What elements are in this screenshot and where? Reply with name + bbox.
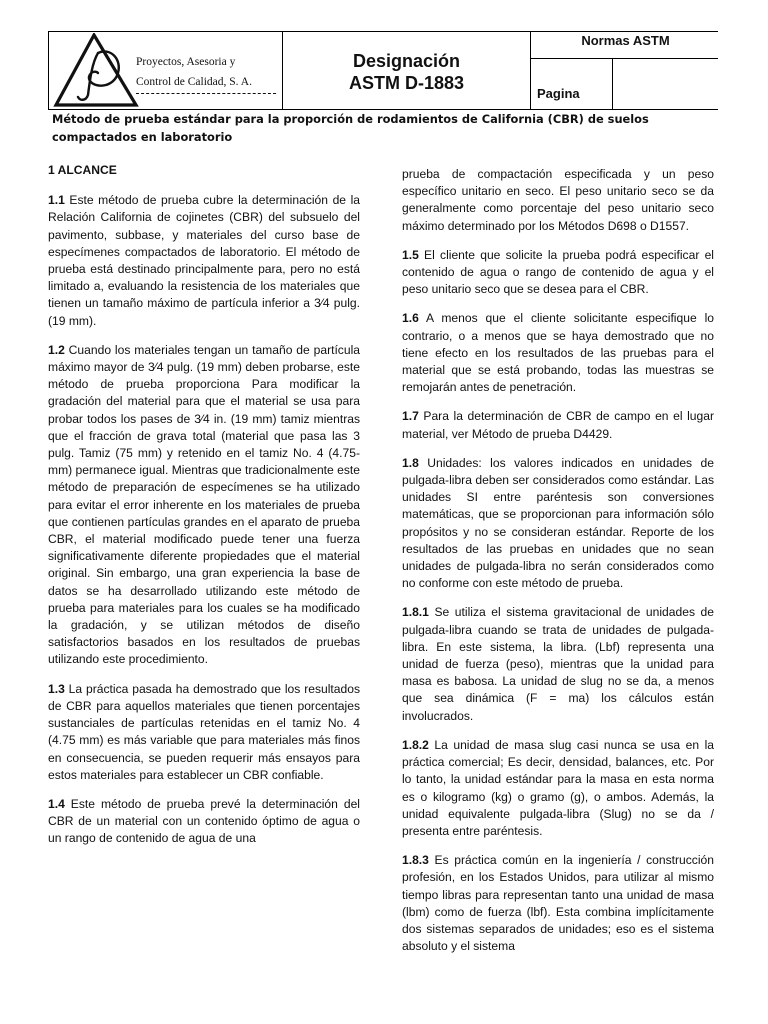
section-heading: 1 ALCANCE <box>48 163 117 177</box>
paragraph-number: 1.6 <box>402 311 419 326</box>
document-title: Método de prueba estándar para la proporción de rodamientos de California (CBR) de suelos compactados en laboratorio <box>52 112 649 144</box>
paragraph <box>402 408 714 442</box>
paragraph-text: prueba de compactación especificada y un peso específico unitario en seco. El peso unitario seco se da generalmente como porcentaje del peso unitario seco máximo determinado por los Métodos D698 o D1557. <box>402 167 714 233</box>
paragraph-text: La unidad de masa slug casi nunca se usa en la práctica comercial; Es decir, densidad, balances, etc. Por lo tanto, la unidad estándar para la masa en esta norma es o kilogramo (kg) o gramo (g), o ambos. Además, la unidad equivalente pulgada-libra (Slug) no se da / presenta entre paréntesis. <box>402 737 714 838</box>
paragraph-number: 1.8.1 <box>402 605 429 620</box>
paragraph <box>48 681 360 784</box>
paragraph-text: Este método de prueba cubre la determinación de la Relación California de cojinetes (CBR) del subsuelo del pavimento, subbase, y materiales del curso base de especímenes compactados de laboratorio. El método de prueba está destinado principalmente para, pero no está limitado a, evaluando la resistencia de los materiales que tienen un tamaño máximo de partícula inferior a 3⁄4 pulg. (19 mm). <box>48 193 360 328</box>
paragraph <box>402 737 714 840</box>
left-column <box>48 162 360 860</box>
paragraph-text: Este método de prueba prevé la determinación del CBR de un material con un contenido óptimo de agua o un rango de contenido de agua de una <box>48 796 360 846</box>
paragraph-text: Cuando los materiales tengan un tamaño de partícula máximo mayor de 3⁄4 pulg. (19 mm) deben probarse, este método de prueba proporciona Para modificar la gradación del material para que el material se usa para probar todos los pases de 3⁄4 in. (19 mm) tamiz mientras que el fracción de grava total (material que pasa las 3 pulg. Tamiz (75 mm) y retenido en el tamiz No. 4 (4.75-mm) permanece igual. Mientras que tradicionalmente este método de preparación de especímenes se ha utilizado para evitar el error inherente en los materiales de prueba que contienen partículas grandes en el aparato de prueba CBR, el material modificado puede tener una fuerza significativamente diferente propiedades que el material original. Sin embargo, una gran experiencia la base de datos se ha desarrollado utilizando este método de prueba para materiales para los cuales se ha modificado la gradación, y se utilizan métodos de diseño satisfactorios basados en los resultados de pruebas utilizando este procedimiento. <box>48 342 360 667</box>
designation <box>283 50 530 94</box>
paragraph <box>402 310 714 396</box>
company-name <box>136 52 282 94</box>
header-border-top <box>48 31 718 32</box>
pagina-label: Pagina <box>537 86 580 101</box>
paragraph-text: El cliente que solicite la prueba podrá especificar el contenido de agua o rango de contenido de agua y el peso unitario seco que se desea para el CBR. <box>402 247 714 297</box>
paragraph-number: 1.8 <box>402 455 419 470</box>
paragraph <box>402 247 714 299</box>
paragraph-number: 1.8.3 <box>402 853 429 868</box>
paragraph-number: 1.1 <box>48 193 65 208</box>
company-line-1: Proyectos, Asesoria y <box>136 56 236 68</box>
right-column <box>402 166 714 967</box>
paragraph <box>48 192 360 330</box>
paragraph <box>48 342 360 669</box>
paragraph <box>402 455 714 593</box>
paragraph-number: 1.2 <box>48 342 65 357</box>
paragraph-number: 1.7 <box>402 409 419 424</box>
header-divider-pagina <box>612 58 613 110</box>
designation-label: Designación <box>352 51 461 71</box>
paragraph-text: A menos que el cliente solicitante especifique lo contrario, o a menos que se haya demostrado que no tiene efecto en los resultados de las pruebas para el material que se está probando, todas las muestras se remojarán antes de penetración. <box>402 311 714 395</box>
header-divider-normas <box>530 58 718 59</box>
normas-label: Normas ASTM <box>581 33 670 48</box>
paragraph <box>402 604 714 724</box>
designation-code: ASTM D-1883 <box>348 73 465 93</box>
paragraph <box>402 852 714 955</box>
paragraph-text: Unidades: los valores indicados en unidades de pulgada-libra deben ser considerados como estándar. Las unidades SI entre paréntesis son conversiones matemáticas, que se proporcionan para información sólo propósitos y no se consideran estándar. Reporte de los resultados de las pruebas en unidades que no sean unidades de pulgada-libra no serán considerados como no conforme con este método de prueba. <box>402 455 714 591</box>
paragraph-text: Se utiliza el sistema gravitacional de unidades de pulgada-libra cuando se trata de unidades de pulgada-libra. En este sistema, la libra. (Lbf) representa una unidad de fuerza (peso), mientras que la unidad para masa es babosa. La unidad de slug no se da, a menos que sea dinámica (F = ma) los cálculos están involucrados. <box>402 605 714 723</box>
paragraph-number: 1.4 <box>48 796 65 811</box>
company-underline <box>136 93 276 94</box>
paragraph-number: 1.5 <box>402 247 419 262</box>
paragraph <box>48 796 360 848</box>
header-border-left <box>48 31 49 110</box>
company-line-2: Control de Calidad, S. A. <box>136 76 252 88</box>
header-divider-2 <box>530 31 531 110</box>
paragraph-text: Para la determinación de CBR de campo en el lugar material, ver Método de prueba D4429. <box>402 409 714 441</box>
paragraph-text: Es práctica común en la ingeniería / construcción profesión, en los Estados Unidos, para utilizar al mismo tiempo libras para representan tanto una unidad de masa (lbm) como de fuerza (lbf). Esta combina implícitamente dos sistemas separados de unidades; eso es el sistema absoluto y el sistema <box>402 853 714 954</box>
paragraph-number: 1.3 <box>48 681 65 696</box>
logo-triangle <box>56 35 136 105</box>
logo-d-letter <box>78 51 119 99</box>
header-border-bottom <box>48 109 718 110</box>
paragraph-number: 1.8.2 <box>402 737 429 752</box>
paragraph-text: La práctica pasada ha demostrado que los resultados de CBR para aquellos materiales que tienen porcentajes sustanciales de partículas retenidas en el tamiz No. 4 (4.75 mm) es más variable que para materiales más finos en consecuencia, se pueden requerir más ensayos para estos materiales para establecer un CBR confiable. <box>48 681 360 782</box>
paragraph <box>402 166 714 235</box>
